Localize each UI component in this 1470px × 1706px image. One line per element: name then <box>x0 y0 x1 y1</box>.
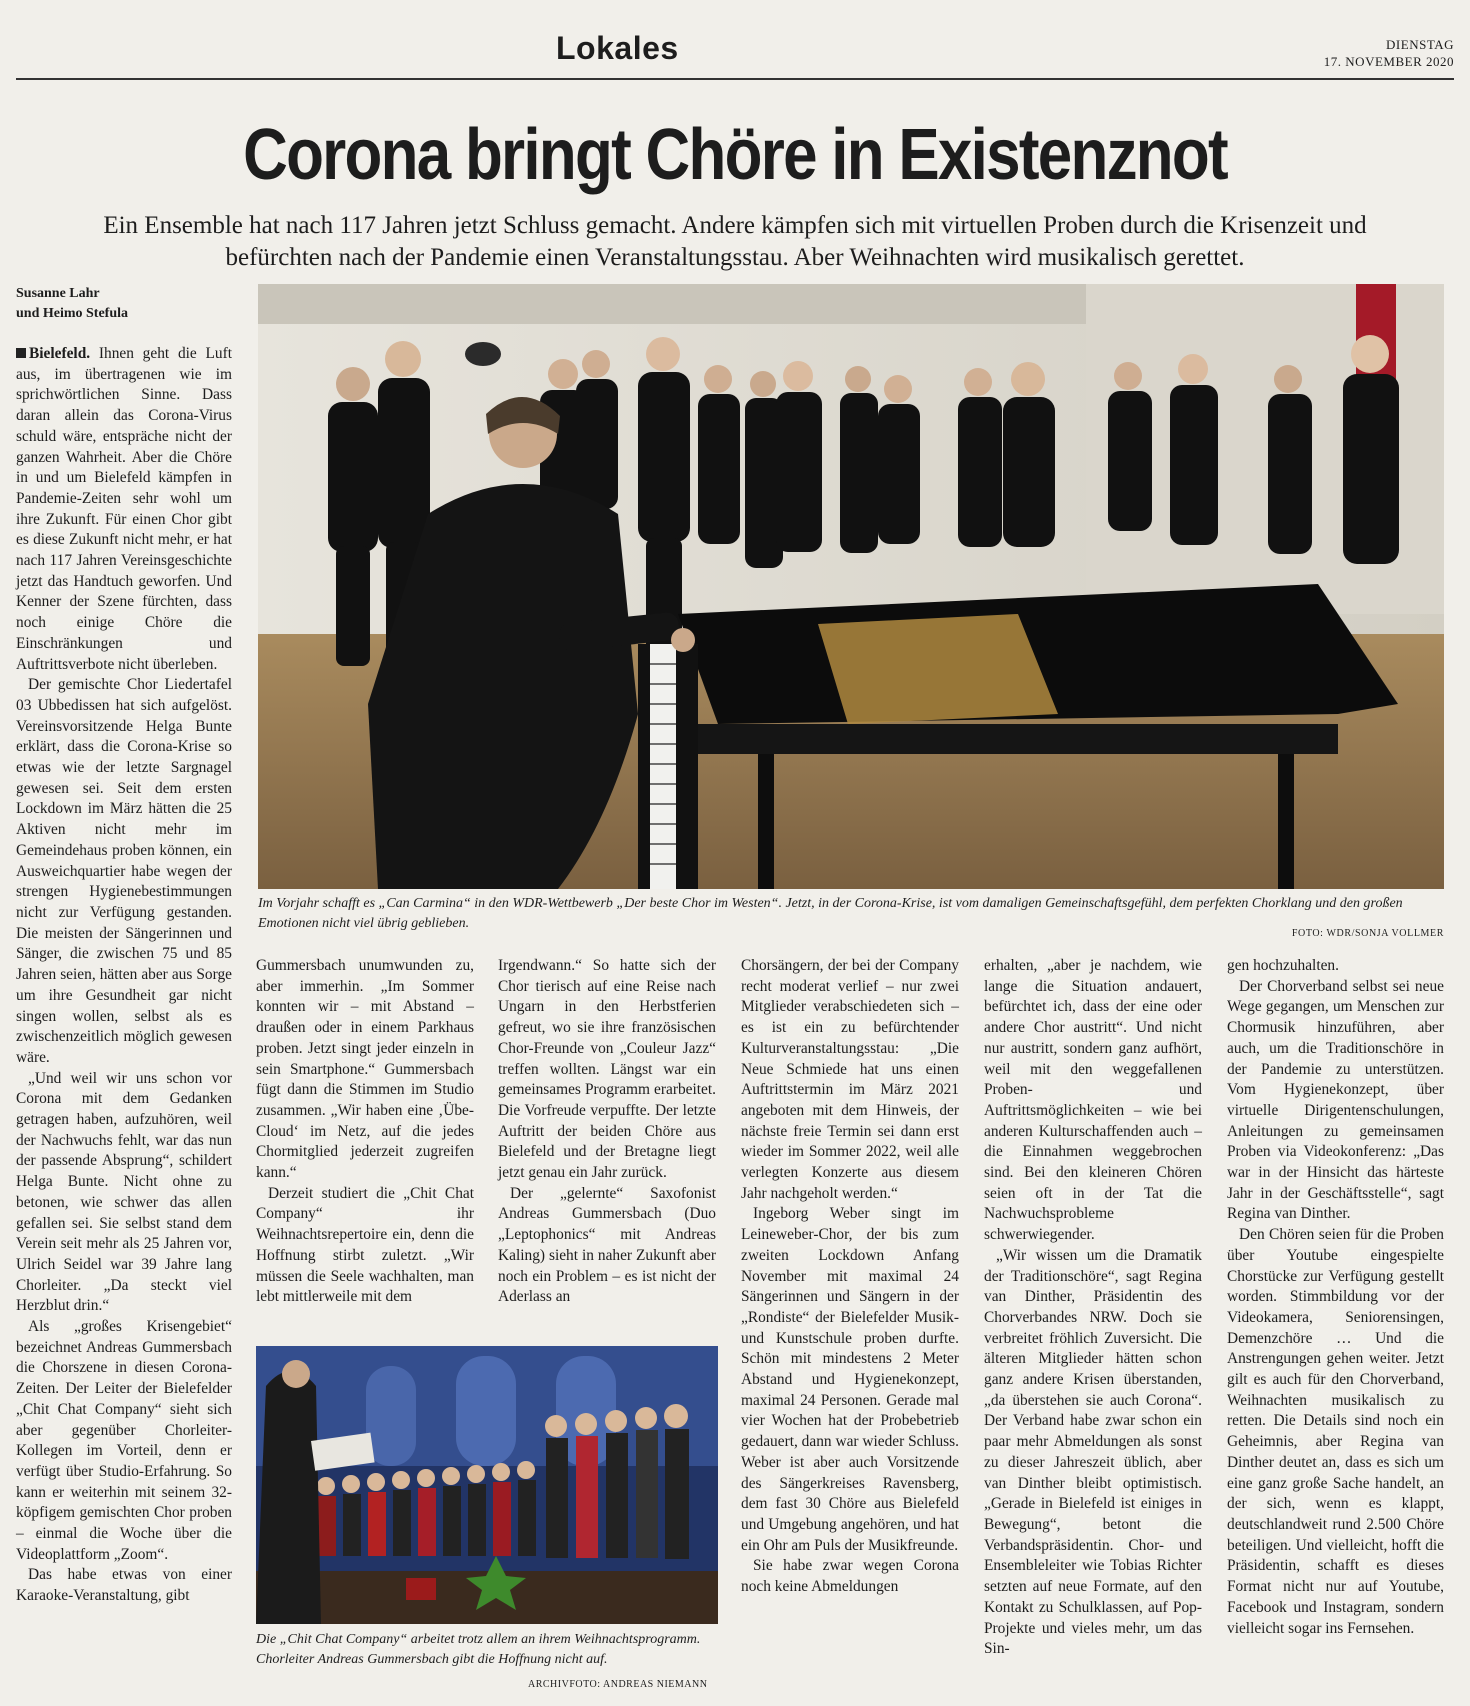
paragraph: erhalten, „aber je nachdem, wie lange die Situation andauert, befürchtet ich, dass der eine oder andere Chor austritt“. Und nicht nur austritt, sondern ganz aufhört, weil mit den weggefallenen Proben- und Auftrittsmöglichkeiten – wie bei anderen Kulturschaffenden auch – die Einnahmen weggebrochen sind. Bei den kleineren Chören seien oft in der Tat die Nachwuchsprobleme schwerwiegender. <box>984 957 1202 1244</box>
page-header <box>16 28 1454 80</box>
paragraph: Derzeit studiert die „Chit Chat Company“ ihr Weihnachtsrepertoire ein, denn die Hoffnung stirbt zuletzt. „Wir müssen die Seele wachhalten, man lebt mittlerweile mit dem <box>256 1184 474 1306</box>
paragraph: Irgendwann.“ So hatte sich der Chor tierisch auf eine Reise nach Ungarn in den Herbstferien gefreut, wo sie ihre französischen Chor-Freunde von „Couleur Jazz“ treffen wollten. Längst war ein gemeinsames Programm erarbeitet. Die Vorfreude verpuffte. Der letzte Auftritt der beiden Chöre aus Bielefeld und der Bretagne liegt jetzt genau ein Jahr zurück. <box>498 957 716 1182</box>
section-title: Lokales <box>556 30 679 66</box>
issue-weekday: DIENSTAG <box>1386 37 1454 52</box>
paragraph: Sie habe zwar wegen Corona noch keine Abmeldungen <box>741 1557 959 1596</box>
paragraph: Gummersbach unumwunden zu, aber immerhin. „Im Sommer konnten wir – mit Abstand – draußen oder in einem Parkhaus proben. Jetzt singt jeder einzeln in sein Smartphone.“ Gummersbach fügt dann die Stimmen im Studio zusammen. „Wir haben eine ‚Übe-Cloud‘ im Netz, auf die jedes Chormitglied jederzeit zugreifen kann.“ <box>256 957 474 1182</box>
deck <box>50 210 1420 274</box>
paragraph: „Und weil wir uns schon vor Corona mit dem Gedanken getragen haben, aufzuhören, weil der Nachwuchs fehlt, war das nun der passende Absprung“, schildert Helga Bunte. Nicht ohne zu betonen, wie schwer das allen gefallen sei. Sie selbst stand dem Verein seit mehr als 25 Jahren vor, Ulrich Seidel war 39 Jahre lang Chorleiter. „Da steckt viel Herzblut drin.“ <box>16 1069 232 1315</box>
issue-date <box>1324 36 1454 70</box>
author-line: und Heimo Stefula <box>16 306 129 321</box>
second-photo-credit: ARCHIVFOTO: ANDREAS NIEMANN <box>528 1679 708 1690</box>
issue-day: 17. NOVEMBER 2020 <box>1323 54 1454 69</box>
choir-piano-illustration <box>258 284 1444 889</box>
paragraph: Chorsängern, der bei der Company recht moderat verlief – nur zwei Mitglieder verabschiedeten sich – es ist ein zu befürchtender Kulturveranstaltungsstau: „Die Neue Schmiede hat uns einen Auftrittstermin im März 2021 angeboten mit dem Hinweis, der nächste freie Termin sei dann erst wieder im Sommer 2022, weil alle verlegten Konzerte aus diesem Jahr nachgeholt werden.“ <box>741 957 959 1202</box>
author-line: Susanne Lahr <box>16 286 100 301</box>
deck-line: Ein Ensemble hat nach 117 Jahren jetzt Schluss gemacht. Andere kämpfen sich mit virtuellen Proben durch die Krisenzeit und <box>103 212 1367 239</box>
paragraph: „Wir wissen um die Dramatik der Traditionschöre“, sagt Regina van Dinther, Präsidentin des Chorverbandes NRW. Doch sie verbreitet fröhlich Zuversicht. Die älteren Mitglieder hätten schon ganz andere Krisen überstanden, „da überstehen sie auch Corona“. Der Verband habe zwar schon ein paar mehr Abmeldungen als sonst zu dieser Jahreszeit üblich, aber van Dinther bleibt optimistisch. „Gerade in Bielefeld ist einiges in Bewegung“, betont die Verbandspräsidentin. Chor- und Ensembleleiter wie Tobias Richter setzten auf neue Formate, auf den Kontakt zu Schulklassen, auf Pop-Projekte und vieles mehr, um das Sin- <box>984 1246 1202 1658</box>
paragraph: Der gemischte Chor Liedertafel 03 Ubbedissen hat sich aufgelöst. Vereinsvorsitzende Helga Bunte erklärt, dass die Corona-Krise so etwas wie der letzte Sargnagel gewesen sei. Seit dem ersten Lockdown im März hätten die 25 Aktiven nicht mehr im Gemeindehaus proben können, ein Ausweichquartier habe wegen der strengen Hygienebestimmungen nicht zur Verfügung gestanden. Die meisten der Sängerinnen und Sänger, die zwischen 75 und 85 Jahren seien, hätten aber aus Sorge um ihre Gesundheit gar nicht singen wollen, selbst als es zwischenzeitlich möglich gewesen wäre. <box>16 676 232 1066</box>
paragraph: Den Chören seien für die Proben über Youtube eingespielte Chorstücke zur Verfügung gestellt worden. Stimmbildung vor der Videokamera, Seniorensingen, Demenzchöre … Und die Anstrengungen gehen weiter. Jetzt gilt es auch für den Chorverband, Weihnachten musikalisch zu retten. Die Details sind noch ein Geheimnis, aber Regina van Dinther deutet an, dass es sich um eine ganz große Sache handelt, an der sich, wenn es klappt, deutschlandweit rund 2.500 Chöre beteiligen. Und vielleicht, hofft die Präsidentin, schafft es dieses Format nicht nur auf Youtube, Facebook und Instagram, sondern vielleicht sogar ins Fernsehen. <box>1227 1226 1444 1637</box>
article-column-1 <box>16 344 232 1607</box>
choir-stage-illustration <box>256 1346 718 1624</box>
paragraph: Ingeborg Weber singt im Leineweber-Chor, der bis zum zweiten Lockdown Anfang November mit maximal 24 Sängerinnen und Sängern in der „Rondiste“ der Bielefelder Musik- und Kunstschule proben durfte. Schön mit mindestens 2 Meter Abstand und Hygienekonzept, maximal 24 Personen. Gerade mal vier Wochen hat der Probebetrieb gedauert, dann war wieder Schluss. Weber ist aber auch Vorsitzende des Sängerkreises Ravensberg, dem fast 30 Chöre aus Bielefeld und Umgebung angehören, und hat ein Ohr am Puls der Musikfreunde. <box>741 1205 959 1554</box>
dateline: Bielefeld. <box>29 345 91 362</box>
main-photo-caption: Im Vorjahr schafft es „Can Carmina“ in den WDR-Wettbewerb „Der beste Chor im Westen“. Jetzt, in der Corona-Krise, ist vom damaligen Gemeinschaftsgefühl, dem perfekten Chorklang und den großen Emotionen nicht viel übrig geblieben. <box>258 896 1403 931</box>
paragraph: Der Chorverband selbst sei neue Wege gegangen, um Menschen zur Chormusik hinzuführen, aber auch, um die Traditionschöre in der Pandemie zu unterstützen. Vom Hygienekonzept, über virtuelle Dirigentenschulungen, Anleitungen zu gemeinsamen Proben via Videokonferenz: „Das war in der Hinsicht das härteste Jahr in der Geschäftsstelle“, sagt Regina van Dinther. <box>1227 977 1444 1223</box>
article-column-4 <box>741 956 959 1598</box>
article-column-6 <box>1227 956 1444 1639</box>
article-column-2 <box>256 956 474 1308</box>
paragraph: Das habe etwas von einer Karaoke-Veranstaltung, gibt <box>16 1566 232 1605</box>
article-column-3 <box>498 956 716 1308</box>
chit-chat-company-photo <box>256 1346 718 1624</box>
choir-piano-photo <box>258 284 1444 889</box>
paragraph: Der „gelernte“ Saxofonist Andreas Gummersbach (Duo „Leptophonics“ mit Andreas Kaling) sieht in naher Zukunft aber noch ein Problem – es ist nicht der Aderlass an <box>498 1184 716 1306</box>
paragraph: Als „großes Krisengebiet“ bezeichnet Andreas Gummersbach die Chorszene in diesen Corona-Zeiten. Der Leiter der Bielefelder „Chit Chat Company“ sieht sich aber gegenüber Chorleiter-Kollegen im Vorteil, denn er verfügt über Studio-Erfahrung. So kann er weiterhin mit seinem 32-köpfigem gemischten Chor proben – einmal die Woche über die Videoplattform „Zoom“. <box>16 1318 232 1563</box>
headline: Corona bringt Chöre in Existenznot <box>243 115 1227 195</box>
main-photo-credit: FOTO: WDR/SONJA VOLLMER <box>1291 928 1444 939</box>
lead-paragraph: Bielefeld. Ihnen geht die Luft aus, im übertragenen wie im sprichwörtlichen Sinne. Dass daran allein das Corona-Virus schuld wäre, entspräche nicht der ganzen Wahrheit. Aber die Chöre in und um Bielefeld kämpfen in Pandemie-Zeiten sehr wohl um ihre Zukunft. Für einen Chor gibt es diese Zukunft nicht mehr, er hat nach 117 Jahren Vereinsgeschichte jetzt das Handtuch geworfen. Und Kenner der Szene fürchten, dass noch einige Chöre die Einschränkungen und Auftrittsverbote nicht überleben. <box>16 345 232 673</box>
bullet-square-icon <box>16 348 26 358</box>
paragraph: gen hochzuhalten. <box>1227 957 1339 974</box>
article-column-5 <box>984 956 1202 1660</box>
second-photo-caption: Die „Chit Chat Company“ arbeitet trotz allem an ihrem Weihnachtsprogramm. Chorleiter Andreas Gummersbach gibt die Hoffnung nicht auf. <box>256 1632 701 1667</box>
byline <box>16 284 128 324</box>
deck-line: befürchten nach der Pandemie einen Veranstaltungsstau. Aber Weihnachten wird musikalisch gerettet. <box>225 244 1245 271</box>
